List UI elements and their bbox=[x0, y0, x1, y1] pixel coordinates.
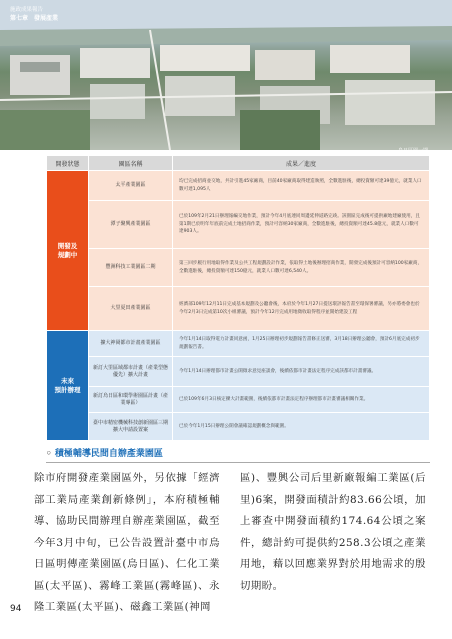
body-text-right: 區)、豐興公司后里新廠報編工業區(后里)6案，開發面積計約83.66公頃，加上審查中開發面積約174.64公頃之案件，總計約可提供約258.3公頃之產業用地，藉以回應業界對於用地需求的殷切期盼。 bbox=[240, 472, 426, 592]
report-title: 施政成果報告 bbox=[10, 7, 44, 13]
table-row bbox=[47, 249, 430, 287]
table-row bbox=[47, 357, 430, 387]
status-developing: 開發及 規劃中 bbox=[47, 171, 89, 331]
header-status: 開發狀態 bbox=[47, 156, 89, 171]
park-name: 新訂烏日區和環學術園區計畫（產業專區） bbox=[89, 387, 173, 413]
table-row bbox=[47, 201, 430, 249]
table-row bbox=[47, 287, 430, 331]
page-number: 94 bbox=[10, 604, 22, 614]
bullet-icon: ◦ bbox=[46, 449, 52, 459]
aerial-photo bbox=[0, 0, 452, 150]
body-text-left: 除市府開發產業園區外，另依據「經濟部工業局產業創新條例」，本府積極輔導、協助民間辦理自辦產業園區，截至今年3月中旬，已公告設置計臺中市烏日區明傳產業園區(烏日區)、仁化工業區(太平區)、霧峰工業區(霧峰區)、永隆工業區(太平區)、磁鑫工業區(神岡 bbox=[34, 472, 220, 613]
section-divider bbox=[46, 462, 430, 463]
aerial-photo-illustration bbox=[0, 0, 452, 150]
table-row bbox=[47, 171, 430, 201]
park-progress: 經濟部109年12月11日完成基本規劃及公聽會後，本府於今年1月27日提送環評報告書至環保署審議，另亦將委會也於今年2月3日完成第10次小組審議，預計今年12月完成用地徵收取得程序並開始建設工程 bbox=[173, 287, 430, 331]
park-name: 豐洲科技工業園區二期 bbox=[89, 249, 173, 287]
chapter-header bbox=[10, 6, 58, 23]
table-row bbox=[47, 387, 430, 413]
chapter-title: 第七章 發展產業 bbox=[10, 15, 59, 22]
park-name: 臺中市精密機械科技創新園區三期擴大申請設置案 bbox=[89, 413, 173, 441]
park-progress: 已於今年1月15日辦理公開會議確認規劃概念與範圍。 bbox=[173, 413, 430, 441]
section-title: 積極輔導民間自辦產業園區 bbox=[54, 449, 163, 459]
park-progress: 今年1月14日取得電力計畫同意函，1月25日辦理初步規劃報告書修正送審，3月18日辦理公聽會，預計6月底完成初步規劃報告書。 bbox=[173, 331, 430, 357]
park-name: 擴大神岡都市計畫產業園區 bbox=[89, 331, 173, 357]
park-name: 新訂大里區域都市計畫（產業型態優先）擴大計畫 bbox=[89, 357, 173, 387]
header-name: 園區名稱 bbox=[89, 156, 173, 171]
table-row bbox=[47, 413, 430, 441]
park-name: 大里夏田產業園區 bbox=[89, 287, 173, 331]
park-name: 潭子聚興產業園區 bbox=[89, 201, 173, 249]
status-planned: 未來 預計辦理 bbox=[47, 331, 89, 441]
park-progress: 第三回步履行用地取得作業及公共工程規劃設計作業，依取得土地後辦理招商作業，開發完成後預計可容納100家廠商，全數進駐後，總投資額可達150億元，就業人口數可達6,540人。 bbox=[173, 249, 430, 287]
park-progress: 已於109年6月3日核定擴大計畫範圍，後續依都市計畫法定程序辦理都市計畫審議相關作業。 bbox=[173, 387, 430, 413]
park-progress-table bbox=[46, 155, 430, 441]
park-name: 太平產業園區 bbox=[89, 171, 173, 201]
park-progress: 已於109年2月21日辦理報編交地作業，預計今年4月底連同周邊延伸道路完竣。該園區完成後可提供廠地建廠使用，且第1期已於明年年底前完成土地招商作業，預計可容納30家廠商，全數進駐後，總投資額可達45.8億元，就業人口數可達903人。 bbox=[173, 201, 430, 249]
park-progress: 均已完成招商並交地，共計引進45家廠商，目前40家廠商取得建造執照，全數進駐後，總投資額可達39億元，就業人口數可達1,095人 bbox=[173, 171, 430, 201]
photo-caption: 鳥日區園一期 bbox=[397, 148, 428, 154]
section-heading bbox=[46, 446, 163, 459]
table-row bbox=[47, 331, 430, 357]
header-progress: 成果／進度 bbox=[173, 156, 430, 171]
park-progress: 今年1月14日辦理都市計畫公開徵求意見座談會，後續依都市計畫法定程序完成該都市計畫審議。 bbox=[173, 357, 430, 387]
table-header-row bbox=[47, 156, 430, 171]
